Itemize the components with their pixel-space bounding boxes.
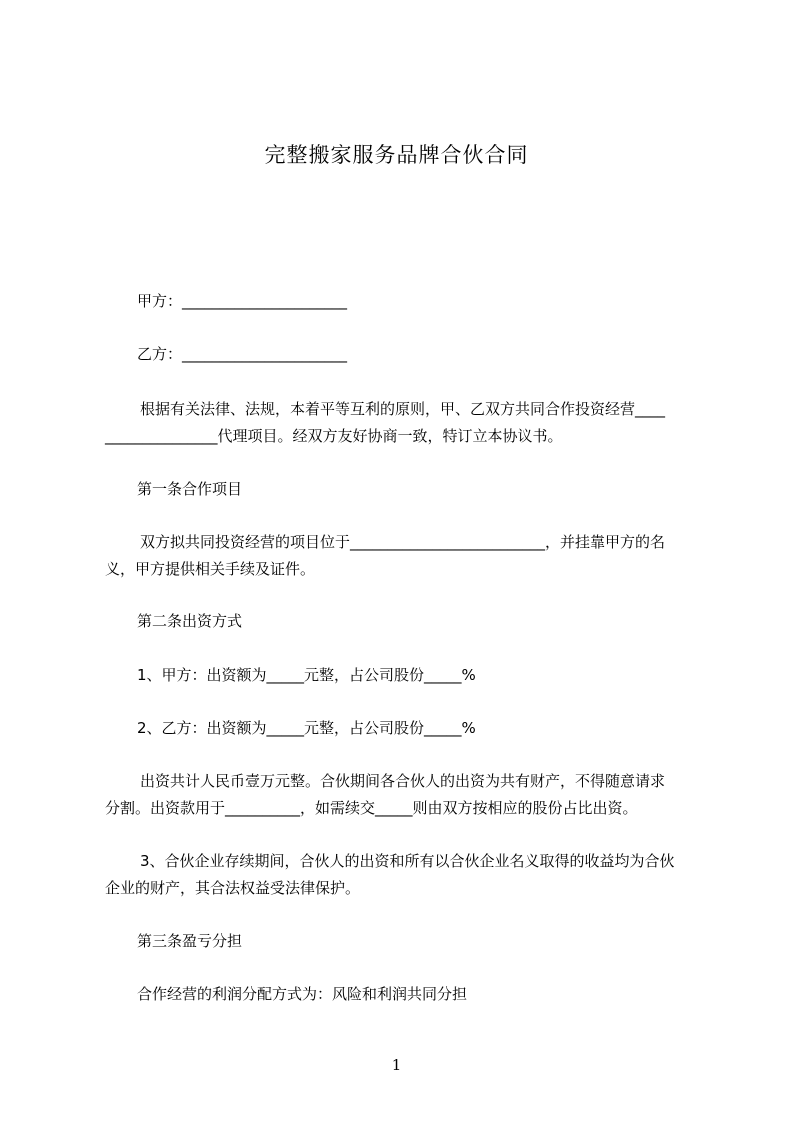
article-2-item-3-line-2: 企业的财产，其合法权益受法律保护。 (105, 879, 361, 897)
document-title: 完整搬家服务品牌合伙合同 (264, 143, 529, 167)
article-3-line-1: 合作经营的利润分配方式为：风险和利润共同分担 (137, 985, 468, 1003)
intro-line-1: 根据有关法律、法规，本着平等互利的原则，甲、乙双方共同合作投资经营____ (140, 400, 666, 418)
article-2-item-3-line-1: 3、合伙企业存续期间，合伙人的出资和所有以合伙企业名义取得的收益均为合伙 (140, 852, 675, 870)
article-3-heading: 第三条盈亏分担 (137, 932, 243, 950)
article-2-paragraph-line-2: 分割。出资款用于__________，如需续交_____则由双方按相应的股份占比出资。 (105, 799, 638, 817)
article-1-line-2: 义，甲方提供相关手续及证件。 (105, 560, 316, 578)
party-b-line: 乙方：______________________ (137, 345, 348, 363)
article-1-line-1: 双方拟共同投资经营的项目位于__________________________，并挂靠甲方的名 (140, 533, 666, 551)
intro-line-2: _______________代理项目。经双方友好协商一致，特订立本协议书。 (105, 427, 563, 445)
article-2-item-1: 1、甲方：出资额为_____元整，占公司股份_____% (137, 666, 476, 684)
article-2-heading: 第二条出资方式 (137, 612, 243, 630)
article-2-item-2: 2、乙方：出资额为_____元整，占公司股份_____% (137, 719, 476, 737)
article-1-heading: 第一条合作项目 (137, 480, 243, 498)
page-number: 1 (391, 1056, 402, 1074)
party-a-line: 甲方：______________________ (137, 292, 348, 310)
article-2-paragraph-line-1: 出资共计人民币壹万元整。合伙期间各合伙人的出资为共有财产，不得随意请求 (140, 772, 666, 790)
